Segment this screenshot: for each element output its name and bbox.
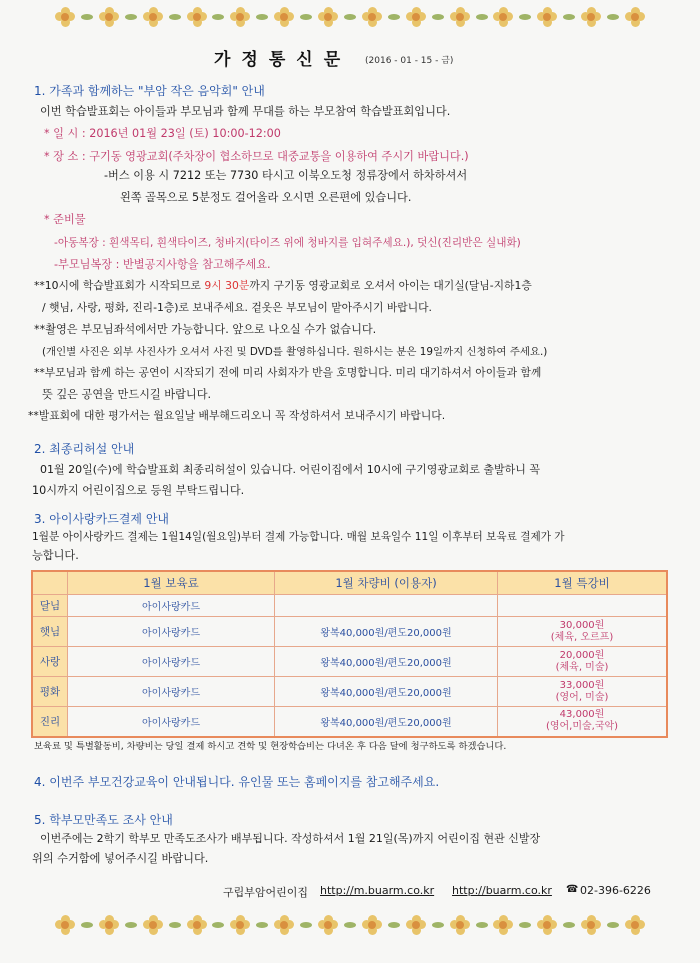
leaf-icon (300, 14, 312, 20)
flower-icon (274, 915, 294, 935)
footer-link-web[interactable]: http://buarm.co.kr (452, 884, 552, 897)
tuition-cell: 아이사랑카드 (68, 677, 275, 707)
leaf-icon (212, 14, 224, 20)
leaf-icon (388, 14, 400, 20)
class-name: 진리 (32, 707, 68, 737)
table-row (32, 595, 667, 617)
leaf-icon (476, 922, 488, 928)
flower-icon (230, 7, 250, 27)
flower-icon (143, 7, 163, 27)
section3-line2: 능합니다. (32, 549, 79, 562)
section1-notice4b: 뜻 깊은 공연을 만드시길 바랍니다. (42, 388, 212, 401)
leaf-icon (607, 14, 619, 20)
section3-line1: 1월분 아이사랑카드 결제는 1월14일(월요일)부터 결제 가능합니다. 매월 보육일수 11일 이후부터 보육료 결제가 가 (32, 531, 565, 543)
section3-heading: 3. 아이사랑카드결제 안내 (34, 512, 169, 526)
section1-notice1b: / 햇님, 사랑, 평화, 진리-1층)로 보내주세요. 겉옷은 부모님이 맡아주시기 바랍니다. (42, 301, 432, 314)
special-fee: 20,000원 (559, 649, 605, 661)
section1-notice2: **촬영은 부모님좌석에서만 가능합니다. 앞으로 나오실 수가 없습니다. (34, 323, 377, 336)
special-subjects: (영어,미술,국악) (545, 721, 619, 733)
notice1a-pre: **10시에 학습발표회가 시작되므로 (34, 279, 205, 292)
tuition-cell: 아이사랑카드 (68, 707, 275, 737)
special-fee: 30,000원 (559, 619, 605, 631)
special-cell (498, 595, 668, 617)
section1-notice1a (34, 279, 532, 293)
leaf-icon (212, 922, 224, 928)
flower-icon (581, 7, 601, 27)
section4-heading: 4. 이번주 부모건강교육이 안내됩니다. 유인물 또는 홈페이지를 참고해주세요. (34, 775, 440, 789)
flower-icon (143, 915, 163, 935)
leaf-icon (81, 14, 93, 20)
leaf-icon (125, 922, 137, 928)
section1-intro: 이번 학습발표회는 아이들과 부모님과 함께 무대를 하는 부모참여 학습발표회입니다. (40, 105, 451, 118)
flower-icon (625, 915, 645, 935)
flower-icon (274, 7, 294, 27)
fee-header-tuition: 1월 보육료 (68, 571, 275, 595)
flower-icon (99, 7, 119, 27)
section1-date: * 일 시 : 2016년 01월 23일 (토) 10:00-12:00 (44, 127, 281, 140)
section1-place (44, 150, 469, 164)
section1-parent-clothes: -부모님복장 : 반별공지사항을 참고해주세요. (54, 258, 271, 271)
flower-icon (450, 7, 470, 27)
leaf-icon (432, 14, 444, 20)
special-cell (498, 707, 668, 737)
place-label: * 장 소 : (44, 150, 90, 163)
flower-icon (99, 915, 119, 935)
flower-icon (362, 7, 382, 27)
flower-icon (625, 7, 645, 27)
leaf-icon (81, 922, 93, 928)
special-cell (498, 617, 668, 647)
section2-line1: 01월 20일(수)에 학습발표회 최종리허설이 있습니다. 어린이집에서 10시에 구기영광교회로 출발하니 꼭 (40, 463, 540, 476)
leaf-icon (476, 14, 488, 20)
class-name: 달님 (32, 595, 68, 617)
section1-bus: -버스 이용 시 7212 또는 7730 타시고 이북오도청 정류장에서 하차하셔서 (104, 169, 468, 182)
bus-cell: 왕복40,000원/편도20,000원 (275, 707, 498, 737)
section1-notice3: (개인별 사진은 외부 사진사가 오셔서 사진 및 DVD를 촬영하십니다. 원하시는 분은 19일까지 신청하여 주세요.) (42, 346, 548, 358)
table-row (32, 707, 667, 737)
fee-note: 보육료 및 특별활동비, 차량비는 당일 결제 하시고 견학 및 현장학습비는 다녀온 후 다음 달에 청구하도록 하겠습니다. (34, 741, 507, 752)
flower-icon (55, 915, 75, 935)
footer-link-mobile[interactable]: http://m.buarm.co.kr (320, 884, 435, 897)
leaf-icon (432, 922, 444, 928)
tuition-cell: 아이사랑카드 (68, 595, 275, 617)
leaf-icon (256, 922, 268, 928)
tuition-cell: 아이사랑카드 (68, 647, 275, 677)
footer-phone: 02-396-6226 (580, 884, 651, 897)
flower-icon (406, 7, 426, 27)
bus-cell: 왕복40,000원/편도20,000원 (275, 677, 498, 707)
leaf-icon (607, 922, 619, 928)
section5-line2: 위의 수거함에 넣어주시길 바랍니다. (32, 852, 209, 865)
table-row (32, 647, 667, 677)
flower-icon (493, 7, 513, 27)
flower-icon (187, 7, 207, 27)
flower-icon (537, 915, 557, 935)
flower-border-top (55, 6, 645, 28)
leaf-icon (563, 922, 575, 928)
flower-icon (55, 7, 75, 27)
fee-header-bus: 1월 차량비 (이용자) (275, 571, 498, 595)
bus-cell: 왕복40,000원/편도20,000원 (275, 617, 498, 647)
section2-line2: 10시까지 어린이집으로 등원 부탁드립니다. (32, 484, 245, 497)
section5-heading: 5. 학부모만족도 조사 안내 (34, 813, 173, 827)
leaf-icon (300, 922, 312, 928)
flower-icon (581, 915, 601, 935)
section1-kids-clothes: -아동복장 : 흰색목티, 흰색타이즈, 청바지(타이즈 위에 청바지를 입혀주세요.), 덧신(진리반은 실내화) (54, 237, 521, 249)
section5-line1: 이번주에는 2학기 학부모 만족도조사가 배부됩니다. 작성하셔서 1월 21일(목)까지 어린이집 현관 신발장 (40, 832, 541, 845)
flower-icon (318, 7, 338, 27)
special-fee: 33,000원 (559, 679, 605, 691)
fee-table-header (32, 571, 667, 595)
special-cell (498, 677, 668, 707)
flower-icon (362, 915, 382, 935)
leaf-icon (519, 14, 531, 20)
flower-icon (493, 915, 513, 935)
section1-prep-label: * 준비물 (44, 213, 86, 226)
section1-heading: 1. 가족과 함께하는 "부암 작은 음악회" 안내 (34, 84, 265, 98)
flower-border-bottom (55, 914, 645, 936)
flower-icon (187, 915, 207, 935)
special-subjects: (체육, 오르프) (550, 631, 614, 643)
special-fee: 43,000원 (559, 709, 605, 721)
bus-cell (275, 595, 498, 617)
issue-date: (2016 - 01 - 15 - 금) (365, 56, 454, 66)
tuition-cell: 아이사랑카드 (68, 617, 275, 647)
notice1a-time: 9시 30분 (204, 279, 250, 292)
leaf-icon (344, 14, 356, 20)
leaf-icon (344, 922, 356, 928)
fee-table (31, 570, 668, 738)
section1-notice4a: **부모님과 함께 하는 공연이 시작되기 전에 미리 사회자가 반을 호명합니다. 미리 대기하셔서 아이들과 함께 (34, 366, 542, 379)
special-cell (498, 647, 668, 677)
fee-header-blank (32, 571, 68, 595)
flower-icon (406, 915, 426, 935)
leaf-icon (256, 14, 268, 20)
flower-icon (450, 915, 470, 935)
leaf-icon (388, 922, 400, 928)
leaf-icon (125, 14, 137, 20)
flower-icon (230, 915, 250, 935)
class-name: 사랑 (32, 647, 68, 677)
place-text: 구기동 영광교회(주차장이 협소하므로 대중교통을 이용하여 주시기 바랍니다.) (89, 150, 469, 163)
flower-icon (537, 7, 557, 27)
class-name: 평화 (32, 677, 68, 707)
phone-icon: ☎ (566, 884, 579, 895)
leaf-icon (563, 14, 575, 20)
fee-header-special: 1월 특강비 (498, 571, 668, 595)
flower-icon (318, 915, 338, 935)
section1-notice5: **발표회에 대한 평가서는 월요일날 배부해드리오니 꼭 작성하셔서 보내주시기 바랍니다. (28, 409, 446, 422)
page-title: 가정통신문 (214, 50, 352, 70)
notice1a-post: 까지 구기동 영광교회로 오셔서 아이는 대기실(달님-지하1층 (249, 279, 532, 292)
footer-org: 구립부암어린이집 (223, 886, 309, 899)
bus-cell: 왕복40,000원/편도20,000원 (275, 647, 498, 677)
leaf-icon (169, 14, 181, 20)
section2-heading: 2. 최종리허설 안내 (34, 442, 135, 456)
special-subjects: (영어, 미술) (555, 691, 609, 703)
leaf-icon (519, 922, 531, 928)
table-row (32, 617, 667, 647)
leaf-icon (169, 922, 181, 928)
table-row (32, 677, 667, 707)
section1-walk: 왼쪽 골목으로 5분정도 걸어올라 오시면 오른편에 있습니다. (120, 191, 412, 204)
special-subjects: (체육, 미술) (555, 661, 609, 673)
class-name: 햇님 (32, 617, 68, 647)
